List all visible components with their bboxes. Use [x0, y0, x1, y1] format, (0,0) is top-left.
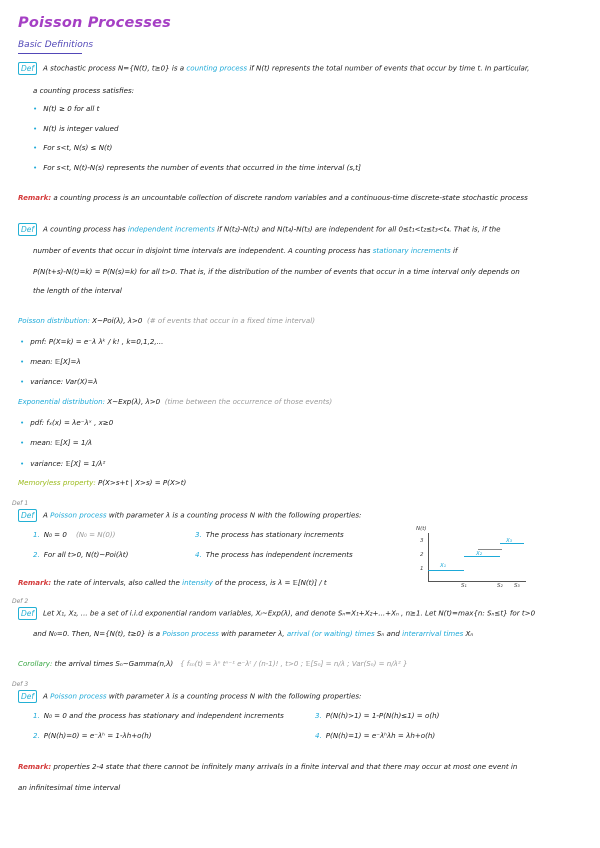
graph-step-label: X₂ [476, 551, 482, 557]
term-counting-process: counting process [186, 63, 248, 73]
def-superscript: Def 1 [12, 500, 29, 507]
term-stationary-increments: stationary increments [372, 246, 451, 255]
def-increments-line3: P(N(t+s)-N(t)=k) = P(N(s)=k) for all t>0. That is, if the distribution of the number of events that occur in a time interval only depends on [33, 267, 520, 276]
term-poisson-process: Poisson process [162, 629, 219, 638]
poisson-mean: • mean: 𝔼[X]=λ [20, 357, 81, 366]
def-poisson-process-2-line2: and N₀=0. Then, N={N(t), t≥0} is a Poisson process with parameter λ, arrival (or waiting) times Sₙ and interarrival times Xₙ [33, 629, 474, 638]
term-intensity: intensity [182, 578, 213, 587]
def-counting-process: Def A stochastic process N={N(t), t≥0} is a counting process if N(t) represents the total number of events that occur by time t. In particular, [18, 62, 529, 75]
memoryless-property: Memoryless property: P(X>s+t | X>s) = P(X>t) [18, 478, 187, 487]
term-arrival-times: arrival (or waiting) times [286, 629, 375, 638]
graph-xtick: S₁ [461, 583, 467, 589]
list-item: • For s<t, N(s) ≤ N(t) [33, 143, 113, 152]
list-item: 4. P(N(h)=1) = e⁻λʰλh = λh+o(h) [315, 731, 436, 740]
graph-xtick: S₃ [514, 583, 520, 589]
list-item: • For s<t, N(t)-N(s) represents the number of events that occurred in the time interval (s,t] [33, 163, 361, 172]
poisson-distribution-heading: Poisson distribution: X~Poi(λ), λ>0 (# of events that occur in a fixed time interval) [18, 316, 315, 325]
list-item: 4. The process has independent increments [195, 550, 353, 559]
remark-3-line2: an infinitesimal time interval [18, 783, 121, 792]
list-item: • N(t) is integer valued [33, 124, 119, 133]
poisson-variance: • variance: Var(X)=λ [20, 377, 98, 386]
def-poisson-process-3: Def A Poisson process with parameter λ is a counting process N with the following properties: [18, 690, 361, 703]
graph-step-line [428, 570, 464, 571]
term-poisson-process: Poisson process [50, 691, 107, 701]
def-counting-line2: a counting process satisfies: [33, 86, 135, 95]
def-badge: Def [18, 607, 37, 620]
list-item: • N(t) ≥ 0 for all t [33, 104, 100, 113]
def-superscript: Def 2 [12, 598, 29, 605]
def-superscript: Def 3 [12, 681, 29, 688]
exponential-pdf: • pdf: fₓ(x) = λe⁻λˣ , x≥0 [20, 418, 114, 427]
graph-step-label: X₃ [506, 538, 512, 544]
graph-xtick: S₂ [497, 583, 503, 589]
graph-step-line [500, 543, 524, 544]
def-badge: Def [18, 509, 37, 522]
term-independent-increments: independent increments [127, 224, 215, 234]
term-poisson-process: Poisson process [50, 510, 107, 520]
graph-step-label: X₁ [440, 563, 446, 569]
list-item: 3. The process has stationary increments [195, 530, 344, 539]
def-increments-line2: number of events that occur in disjoint time intervals are independent. A counting process has stationary increments if [33, 246, 458, 255]
exponential-mean: • mean: 𝔼[X] = 1/λ [20, 438, 93, 447]
graph-step-line [478, 549, 502, 550]
page-title: Poisson Processes [18, 15, 172, 31]
section-underline [18, 53, 82, 54]
def-poisson-process-2: Def Let X₁, X₂, ... be a set of i.i.d exponential random variables, Xᵢ~Exp(λ), and denote Sₙ=X₁+X₂+...+Xₙ , n≥1. Let N(t)=max{n: Sₙ≤t} for t>0 [18, 607, 535, 620]
list-item: 3. P(N(h)>1) = 1-P(N(h)≤1) = o(h) [315, 711, 440, 720]
graph-ytick: 1 [420, 566, 424, 572]
def-badge: Def [18, 62, 37, 75]
exponential-variance: • variance: 𝔼[X] = 1/λ² [20, 459, 106, 468]
remark-3: Remark: properties 2-4 state that there cannot be infinitely many arrivals in a finite interval and that there may occur at most one event in [18, 762, 518, 771]
list-item: 1. N₀ = 0 (N₀ = N(0)) [33, 530, 116, 539]
list-item: 1. N₀ = 0 and the process has stationary and independent increments [33, 711, 284, 720]
def-increments-line4: the length of the interval [33, 286, 122, 295]
def-poisson-process-1: Def A Poisson process with parameter λ is a counting process N with the following properties: [18, 509, 361, 522]
def-increments: Def A counting process has independent increments if N(t₂)-N(t₁) and N(t₄)-N(t₃) are independent for all 0≤t₁<t₂≤t₃<t₄. That is, if the [18, 223, 501, 236]
section-heading: Basic Definitions [18, 40, 94, 50]
corollary: Corollary: the arrival times Sₙ~Gamma(n,λ) { fₛₙ(t) = λⁿ tⁿ⁻¹ e⁻λᵗ / (n-1)! , t>0 ; 𝔼[Sₙ] = n/λ ; Var(Sₙ) = n/λ² } [18, 659, 408, 668]
remark-2: Remark: the rate of intervals, also called the intensity of the process, is λ = 𝔼[N(t)] / t [18, 578, 327, 587]
poisson-pmf: • pmf: P(X=k) = e⁻λ λᵏ / k! , k=0,1,2,... [20, 337, 164, 346]
list-item: 2. For all t>0, N(t)~Poi(λt) [33, 550, 129, 559]
exponential-distribution-heading: Exponential distribution: X~Exp(λ), λ>0 (time between the occurrence of those events) [18, 397, 333, 406]
graph-ytick: 3 [420, 538, 424, 544]
list-item: 2. P(N(h)=0) = e⁻λʰ = 1-λh+o(h) [33, 731, 152, 740]
graph-ylabel: N(t) [416, 526, 427, 532]
graph-ytick: 2 [420, 552, 424, 558]
def-badge: Def [18, 690, 37, 703]
graph-step-line [464, 556, 500, 557]
counting-process-sketch [416, 526, 528, 590]
remark-1: Remark: a counting process is an uncountable collection of discrete random variables and a continuous-time discrete-state stochastic process [18, 193, 528, 202]
def-badge: Def [18, 223, 37, 236]
term-interarrival-times: interarrival times [402, 629, 464, 638]
